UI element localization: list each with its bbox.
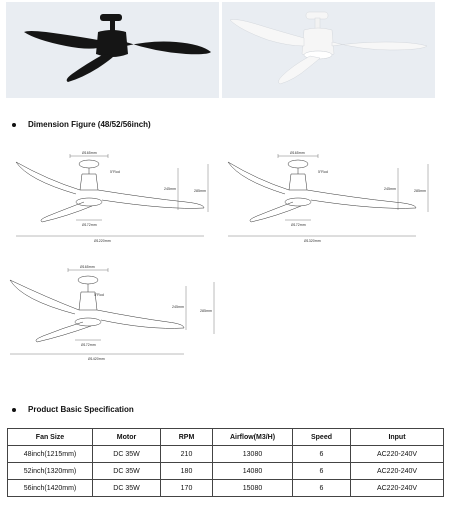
cell-motor: DC 35W [93, 463, 161, 480]
spec-title: Product Basic Specification [28, 405, 134, 414]
table-row [8, 463, 444, 480]
light-diameter-label: Ø172mm [82, 223, 97, 227]
cell-airflow: 14080 [213, 463, 293, 480]
cell-motor: DC 35W [93, 480, 161, 497]
cell-motor: DC 35W [93, 446, 161, 463]
table-row [8, 446, 444, 463]
header-speed: Speed [293, 429, 351, 446]
bullet-icon [12, 408, 16, 412]
cell-airflow: 15080 [213, 480, 293, 497]
dimension-figure-heading [12, 120, 151, 129]
cell-rpm: 210 [161, 446, 213, 463]
cell-fan-size: 48inch(1215mm) [8, 446, 93, 463]
cell-fan-size: 52inch(1320mm) [8, 463, 93, 480]
header-motor: Motor [93, 429, 161, 446]
dimension-diagram-48 [8, 150, 214, 246]
cell-rpm: 180 [161, 463, 213, 480]
table-row [8, 480, 444, 497]
header-airflow: Airflow(M3/H) [213, 429, 293, 446]
black-fan-photo [6, 2, 219, 98]
table-header-row [8, 429, 444, 446]
span-diameter-label: Ø1320mm [304, 239, 321, 243]
outer-height-label: 285mm [200, 309, 212, 313]
cell-input: AC220-240V [351, 463, 444, 480]
cell-speed: 6 [293, 480, 351, 497]
span-diameter-label: Ø1420mm [88, 357, 105, 361]
header-rpm: RPM [161, 429, 213, 446]
dimension-figure-title: Dimension Figure (48/52/56inch) [28, 120, 151, 129]
inner-height-label: 245mm [164, 187, 176, 191]
cell-input: AC220-240V [351, 446, 444, 463]
bullet-icon [12, 123, 16, 127]
light-diameter-label: Ø172mm [81, 343, 96, 347]
spec-table [7, 428, 444, 497]
cell-fan-size: 56inch(1420mm) [8, 480, 93, 497]
outer-height-label: 285mm [414, 189, 426, 193]
outer-height-label: 285mm [194, 189, 206, 193]
cell-input: AC220-240V [351, 480, 444, 497]
span-diameter-label: Ø1220mm [94, 239, 111, 243]
rod-label: 5"Rod [110, 170, 120, 174]
header-input: Input [351, 429, 444, 446]
cell-airflow: 13080 [213, 446, 293, 463]
rod-label: 5"Rod [318, 170, 328, 174]
canopy-diameter-label: Ø165mm [80, 265, 95, 269]
inner-height-label: 245mm [384, 187, 396, 191]
header-fan-size: Fan Size [8, 429, 93, 446]
spec-heading [12, 405, 134, 414]
canopy-diameter-label: Ø165mm [82, 151, 97, 155]
white-fan-photo [222, 2, 435, 98]
cell-speed: 6 [293, 446, 351, 463]
dimension-diagram-56 [8, 264, 218, 364]
cell-rpm: 170 [161, 480, 213, 497]
canopy-diameter-label: Ø165mm [290, 151, 305, 155]
cell-speed: 6 [293, 463, 351, 480]
light-diameter-label: Ø172mm [291, 223, 306, 227]
inner-height-label: 245mm [172, 305, 184, 309]
rod-label: 5"Rod [94, 293, 104, 297]
dimension-diagram-52 [226, 150, 436, 246]
